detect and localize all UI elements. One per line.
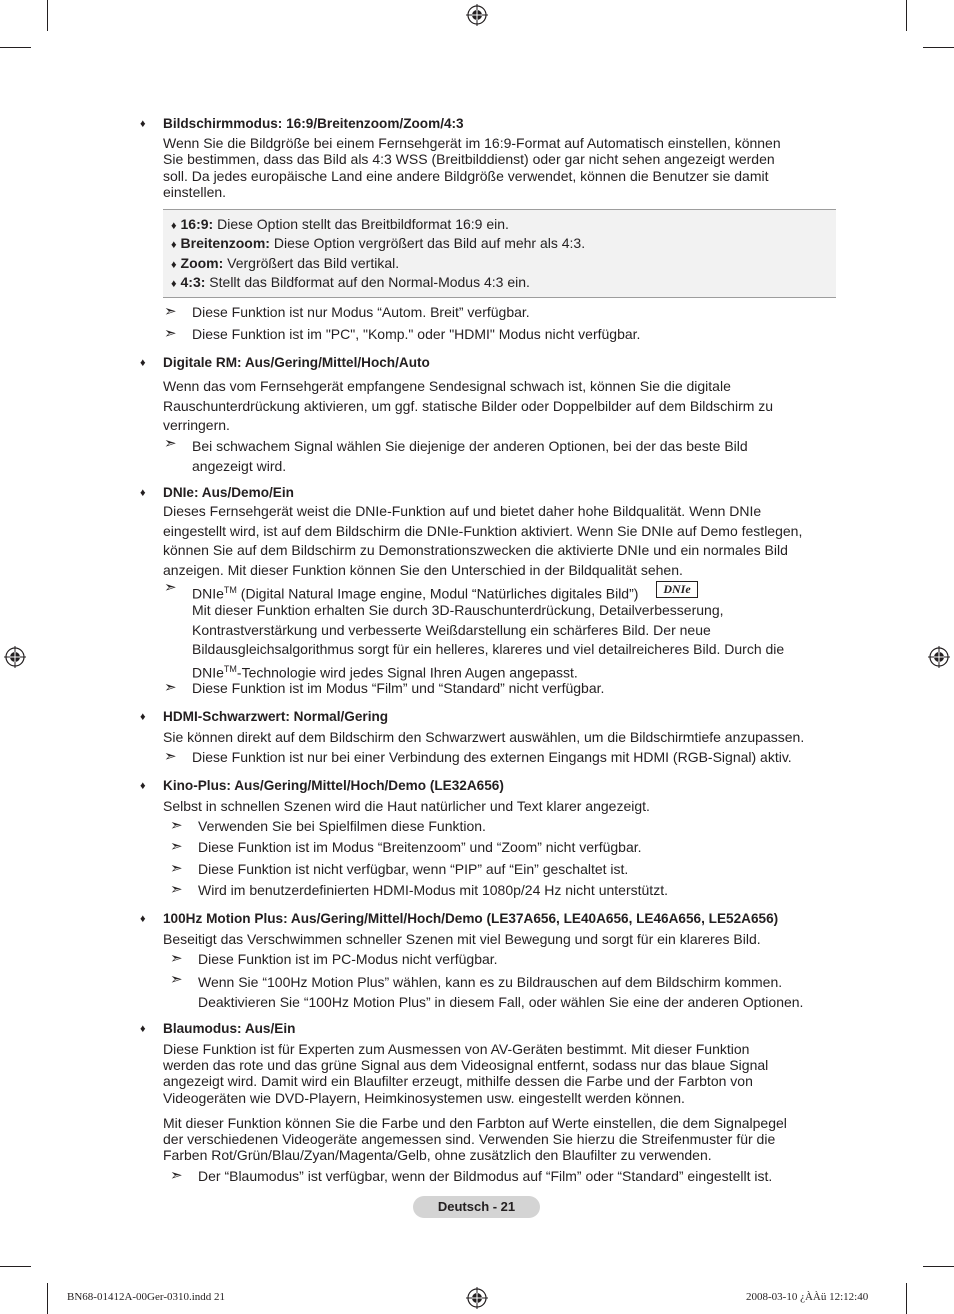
dnie-name: DNIe — [192, 585, 224, 602]
note-text: Bildausgleichsalgorithmus sorgt für ein helleres, klareres und viel detailreicheres Bild. Durch die — [192, 641, 785, 657]
note-text: Kontrastverstärkung und verbesserte Weißdarstellung ein schärferes Bild. Der neue — [192, 622, 711, 638]
body-line: können Sie auf dem Bildschirm zu Demonstrationszwecken die aktivierte DNIe und ein normales Bild — [163, 542, 788, 559]
section-body — [163, 729, 838, 745]
bullet-diamond-icon: ♦ — [140, 357, 146, 369]
note-arrow-icon: ➣ — [164, 303, 177, 320]
body-line: anzeigen. Mit dieser Funktion können Sie den Unterschied in der Bildqualität sehen. — [163, 561, 683, 578]
bullet-diamond-icon: ♦ — [171, 239, 177, 251]
note-text: Diese Funktion ist nur Modus “Autom. Breit” verfügbar. — [192, 304, 530, 320]
note-text: Diese Funktion ist nur bei einer Verbindung des externen Eingangs mit HDMI (RGB-Signal) aktiv. — [192, 749, 792, 765]
body-line: Selbst in schnellen Szenen wird die Haut natürlicher und Text klarer angezeigt. — [163, 798, 650, 814]
bullet-diamond-icon: ♦ — [140, 1023, 146, 1035]
note-arrow-icon: ➣ — [164, 579, 177, 596]
note-arrow-icon: ➣ — [170, 838, 183, 855]
note-arrow-icon: ➣ — [170, 950, 183, 967]
page-number-badge: Deutsch - 21 — [413, 1196, 540, 1218]
options-box — [163, 209, 836, 298]
option-text: Diese Option vergrößert das Bild auf mehr als 4:3. — [269, 235, 586, 251]
body-line: der verschiedenen Videogeräte angemessen sind. Verwenden Sie hierzu die Streifenmuster für die — [163, 1131, 776, 1148]
trademark-mark: TM — [223, 664, 237, 674]
option-text: Diese Option stellt das Breitbildformat 16:9 ein. — [213, 216, 509, 232]
body-line: Beseitigt das Verschwimmen schneller Szenen mit viel Bewegung und sorgt für ein klareres Bild. — [163, 931, 761, 947]
note-text: Diese Funktion ist im Modus “Film” und “Standard” nicht verfügbar. — [192, 680, 605, 696]
body-line: eingestellt wird, ist auf dem Bildschirm die DNIe-Funktion aktiviert. Wenn Sie DNIe auf Demo festlegen, — [163, 522, 803, 539]
registration-mark-icon — [466, 1287, 488, 1309]
note-text: Diese Funktion ist im PC-Modus nicht verfügbar. — [198, 951, 498, 967]
option-label: Zoom: — [180, 255, 224, 271]
dnie-description: (Digital Natural Image engine, Modul “Natürliches digitales Bild”) — [236, 585, 639, 602]
option-text: Stellt das Bildformat auf den Normal-Modus 4:3 ein. — [205, 274, 530, 290]
crop-mark — [47, 0, 48, 31]
bullet-diamond-icon: ♦ — [140, 487, 146, 499]
crop-mark — [906, 1283, 907, 1314]
body-line: einstellen. — [163, 183, 227, 200]
body-line: Rauschunterdrückung aktivieren, um ggf. statische Bilder oder Doppelbilder auf dem Bildschirm zu — [163, 397, 774, 414]
body-line: Dieses Fernsehgerät weist die DNIe-Funktion auf und bietet daher hohe Bildqualität. Wenn DNIe — [163, 503, 762, 519]
crop-mark — [923, 47, 954, 48]
bullet-diamond-icon: ♦ — [140, 780, 146, 792]
note-text: -Technologie wird jedes Signal Ihren Augen angepasst. — [236, 664, 578, 681]
section-title: 100Hz Motion Plus: Aus/Gering/Mittel/Hoch/Demo (LE37A656, LE40A656, LE46A656, LE52A656) — [163, 911, 779, 926]
file-slug: BN68-01412A-00Ger-0310.indd 21 — [67, 1291, 226, 1303]
option-label: 4:3: — [180, 274, 206, 290]
registration-mark-icon — [4, 646, 26, 668]
note-arrow-icon: ➣ — [170, 860, 183, 877]
section-body — [163, 377, 838, 436]
body-line: Videogeräten wie DVD-Playern, Heimkinosystemen usw. eingestellt werden können. — [163, 1089, 685, 1106]
note-text: Verwenden Sie bei Spielfilmen diese Funktion. — [198, 818, 486, 834]
bullet-diamond-icon: ♦ — [171, 220, 177, 232]
section-body — [163, 502, 838, 580]
note-arrow-icon: ➣ — [164, 325, 177, 342]
section-title: DNIe: Aus/Demo/Ein — [163, 485, 294, 500]
crop-mark — [0, 1266, 31, 1267]
bullet-diamond-icon: ♦ — [171, 259, 177, 271]
note-text: Wenn Sie “100Hz Motion Plus” wählen, kann es zu Bildrauschen auf dem Bildschirm kommen. — [198, 974, 783, 990]
section-body — [163, 135, 838, 200]
section-title: Blaumodus: Aus/Ein — [163, 1021, 296, 1036]
trademark-mark: TM — [223, 585, 237, 595]
note-text: Diese Funktion ist nicht verfügbar, wenn “PIP” auf “Ein” geschaltet ist. — [198, 861, 629, 877]
option-text: Vergrößert das Bild vertikal. — [223, 255, 400, 271]
body-line: werden das rote und das grüne Signal aus dem Videosignal entfernt, sodass nur das blaue Signal — [163, 1057, 769, 1074]
bullet-diamond-icon: ♦ — [171, 278, 177, 290]
note-text: Bei schwachem Signal wählen Sie diejenige der anderen Optionen, bei der das beste Bild — [192, 438, 748, 454]
note-text: Der “Blaumodus” ist verfügbar, wenn der Bildmodus auf “Film” oder “Standard” eingestellt ist. — [198, 1168, 773, 1184]
option-label: 16:9: — [180, 216, 214, 232]
note-arrow-icon: ➣ — [164, 679, 177, 696]
body-line: Diese Funktion ist für Experten zum Ausmessen von AV-Geräten bestimmt. Mit dieser Funktion — [163, 1041, 750, 1057]
crop-mark — [47, 1283, 48, 1314]
option-label: Breitenzoom: — [180, 235, 270, 251]
option-row — [171, 216, 509, 232]
note-arrow-icon: ➣ — [164, 435, 177, 452]
note-text: Wird im benutzerdefinierten HDMI-Modus mit 1080p/24 Hz nicht unterstützt. — [198, 882, 668, 898]
section-title: Bildschirmmodus: 16:9/Breitenzoom/Zoom/4:3 — [163, 116, 464, 131]
section-body — [163, 931, 838, 947]
note-text: Diese Funktion ist im "PC", "Komp." oder "HDMI" Modus nicht verfügbar. — [192, 326, 641, 342]
section-title: Kino-Plus: Aus/Gering/Mittel/Hoch/Demo (LE32A656) — [163, 778, 504, 793]
body-line: soll. Da jedes europäische Land eine andere Bildgröße verwendet, können die Benutzer sie damit — [163, 167, 769, 184]
body-line: angezeigt wird. Damit wird ein Blaufilter erzeugt, mithilfe dessen die Farbe und der Farbton von — [163, 1073, 753, 1090]
section-body — [163, 798, 838, 814]
dnie-name: DNIe — [192, 664, 224, 681]
body-line: verringern. — [163, 417, 230, 433]
note-text: angezeigt wird. — [192, 458, 287, 474]
body-line: Sie können direkt auf dem Bildschirm den Schwarzwert auswählen, um die Bildschirmtiefe anzupassen. — [163, 729, 805, 745]
note-arrow-icon: ➣ — [164, 748, 177, 765]
note-arrow-icon: ➣ — [170, 1167, 183, 1184]
section-title: HDMI-Schwarzwert: Normal/Gering — [163, 709, 389, 724]
section-body — [163, 1041, 838, 1106]
crop-mark — [906, 0, 907, 31]
body-line: Wenn Sie die Bildgröße bei einem Fernsehgerät im 16:9-Format auf Automatisch einstellen, können — [163, 135, 781, 151]
section-body — [163, 1115, 838, 1164]
bullet-diamond-icon: ♦ — [140, 711, 146, 723]
body-line: Wenn das vom Fernsehgerät empfangene Sendesignal schwach ist, können Sie die digitale — [163, 378, 731, 394]
option-row — [171, 255, 399, 271]
option-row — [171, 274, 530, 290]
crop-mark — [923, 1266, 954, 1267]
section-title: Digitale RM: Aus/Gering/Mittel/Hoch/Auto — [163, 355, 430, 370]
crop-mark — [0, 47, 31, 48]
registration-mark-icon — [928, 646, 950, 668]
note-arrow-icon: ➣ — [170, 971, 183, 988]
bullet-diamond-icon: ♦ — [140, 118, 146, 130]
body-line: Sie bestimmen, dass das Bild als 4:3 WSS (Breitbilddienst) oder gar nicht sehen angezeigt werden — [163, 151, 775, 168]
body-line: Farben Rot/Grün/Blau/Zyan/Magenta/Gelb, ohne zusätzlich den Blaufilter zu verwenden. — [163, 1147, 712, 1164]
option-row — [171, 235, 585, 251]
dnie-logo-icon: DNIe — [656, 581, 698, 598]
note-arrow-icon: ➣ — [170, 881, 183, 898]
registration-mark-icon — [466, 4, 488, 26]
note-text: Deaktivieren Sie “100Hz Motion Plus” in diesem Fall, oder wählen Sie eine der anderen Optionen. — [198, 994, 804, 1010]
note-text: Diese Funktion ist im Modus “Breitenzoom” und “Zoom” nicht verfügbar. — [198, 839, 642, 855]
body-line: Mit dieser Funktion können Sie die Farbe und den Farbton auf Werte einstellen, die dem Signalpegel — [163, 1115, 787, 1131]
note-arrow-icon: ➣ — [170, 817, 183, 834]
bullet-diamond-icon: ♦ — [140, 913, 146, 925]
note-text: Mit dieser Funktion erhalten Sie durch 3D-Rauschunterdrückung, Detailverbesserung, — [192, 602, 724, 618]
print-timestamp: 2008-03-10 ¿ÀÀü 12:12:40 — [746, 1291, 869, 1303]
